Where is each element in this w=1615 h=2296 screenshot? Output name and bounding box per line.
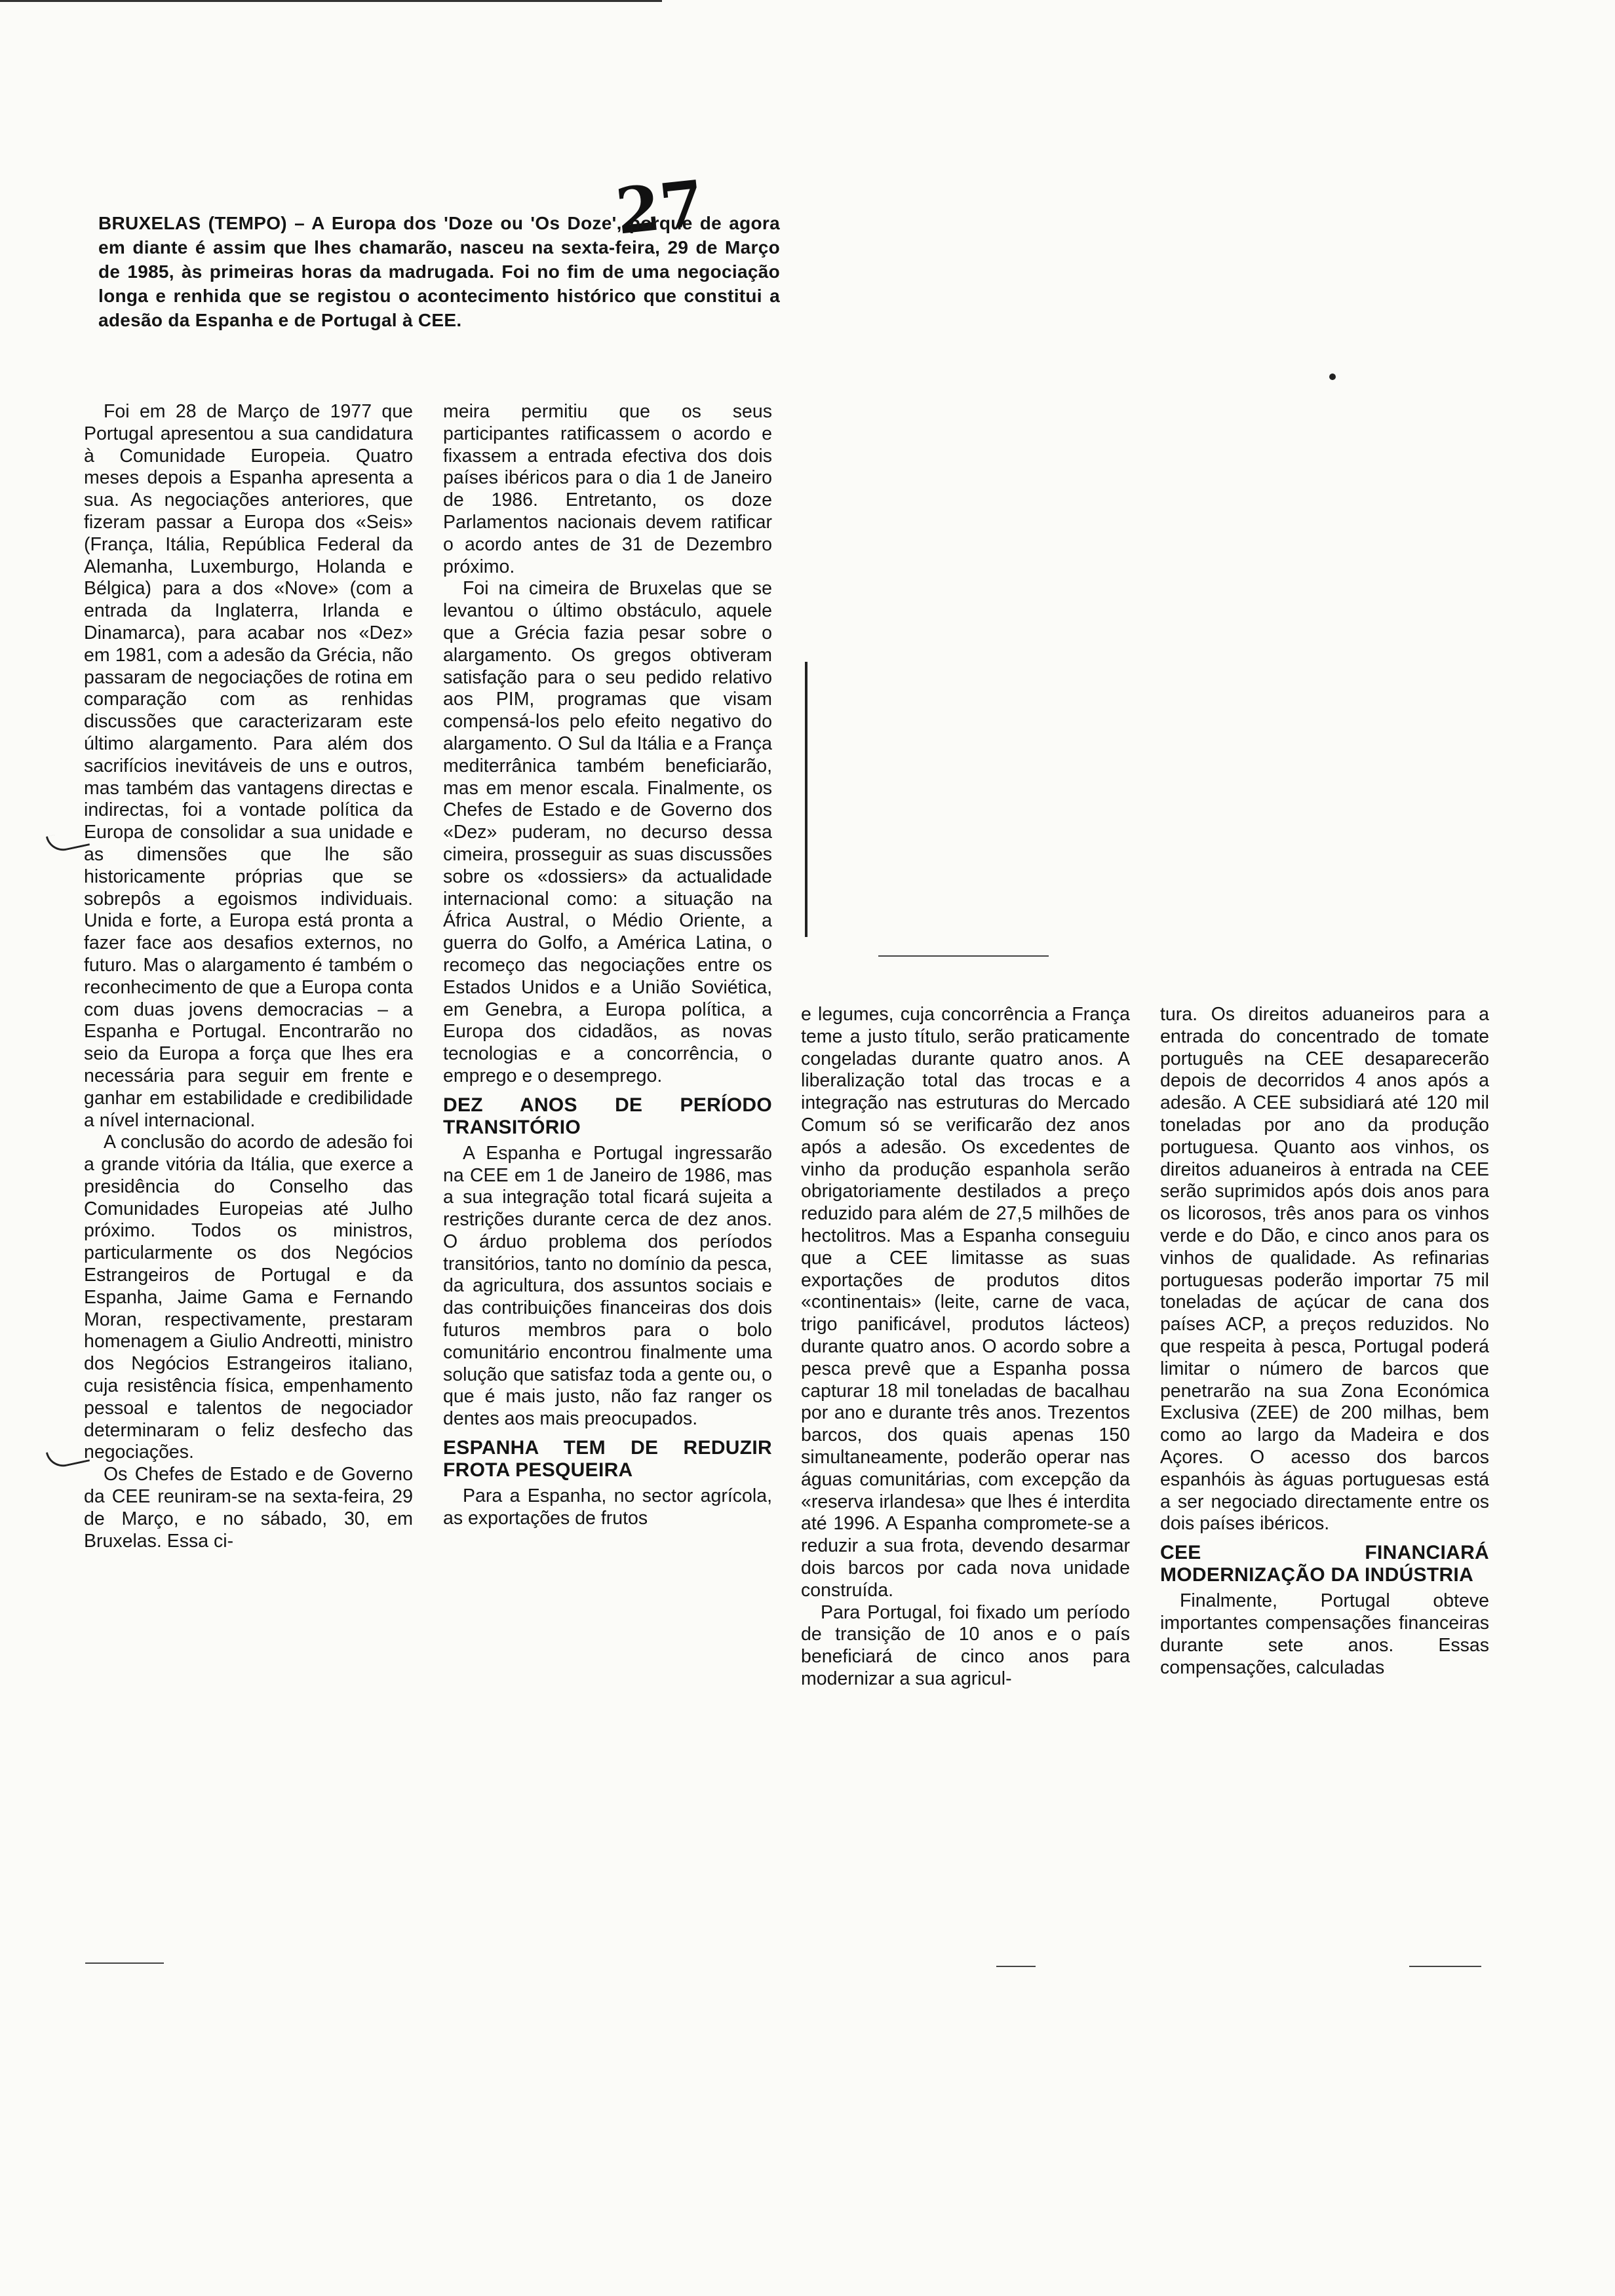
column-3-end-rule <box>996 1966 1036 1967</box>
column-4-end-rule <box>1409 1966 1481 1967</box>
margin-vertical-line <box>805 662 808 937</box>
column-1-paragraph-3: Os Chefes de Estado e de Governo da CEE reuniram-se na sexta-feira, 29 de Março, e no sábado, 30, em Bruxelas. Essa ci- <box>84 1464 413 1552</box>
subheading-espanha-frota: ESPANHA TEM DE REDUZIR FROTA PESQUEIRA <box>443 1437 772 1482</box>
column-4-paragraph-2: Finalmente, Portugal obteve importantes compensações financeiras durante sete anos. Essas compensações, calculadas <box>1160 1590 1489 1678</box>
column-2-paragraph-3: A Espanha e Portugal ingressarão na CEE em 1 de Janeiro de 1986, mas a sua integração total ficará sujeita a restrições durante cerca de dez anos. O árduo problema dos períodos transitórios, tanto no domínio da pesca, da agricultura, dos assuntos sociais e das contribuições financeiras dos dois futuros membros para o bolo comunitário encontrou finalmente uma solução que satisfaz toda a gente ou, o que é mais justo, não faz ranger os dentes aos mais preocupados. <box>443 1142 772 1430</box>
article-column-2 <box>443 401 772 1530</box>
column-1-paragraph-2: A conclusão do acordo de adesão foi a grande vitória da Itália, que exerce a presidência do Conselho das Comunidades Europeias até Julho próximo. Todos os ministros, particularmente os dos Negócios Estrangeiros de Portugal e da Espanha, Jaime Gama e Fernando Moran, respectivamente, prestaram homenagem a Giulio Andreotti, ministro dos Negócios Estrangeiros italiano, cuja resistência física, empenhamento pessoal e talentos de negociador determinaram o feliz desfecho das negociações. <box>84 1132 413 1463</box>
page-top-rule <box>0 0 662 2</box>
article-column-4 <box>1160 1004 1489 1679</box>
subheading-dez-anos: DEZ ANOS DE PERÍODO TRANSITÓRIO <box>443 1094 772 1138</box>
column-3-paragraph-2: Para Portugal, foi fixado um período de transição de 10 anos e o país beneficiará de cinco anos para modernizar a sua agricul- <box>801 1601 1130 1689</box>
column-1-paragraph-1: Foi em 28 de Março de 1977 que Portugal apresentou a sua candidatura à Comunidade Europeia. Quatro meses depois a Espanha apresenta a sua. As negociações anteriores, que fizeram passar a Europa dos «Seis» (França, Itália, República Federal da Alemanha, Luxemburgo, Holanda e Bélgica) para a dos «Nove» (com a entrada da Inglaterra, Irlanda e Dinamarca), para acabar nos «Dez» em 1981, com a adesão da Grécia, não passaram de negociações de rotina em comparação com as renhidas discussões que caracterizaram este último alargamento. Para além dos sacrifícios inevitáveis de uns e outros, mas também das vantagens directas e indirectas, foi a vontade política da Europa de consolidar a sua unidade e as dimensões que lhe são historicamente próprias que se sobrepôs a egoismos individuais. Unida e forte, a Europa está pronta a fazer face aos desafios externos, no futuro. Mas o alargamento é também o reconhecimento de que a Europa conta com duas jovens democracias – a Espanha e Portugal. Encontrarão no seio da Europa a força que lhes era necessária para seguir em frente e ganhar em estabilidade e credibilidade a nível internacional. <box>84 401 413 1131</box>
column-2-paragraph-4: Para a Espanha, no sector agrícola, as exportações de frutos <box>443 1485 772 1529</box>
column-3-top-rule <box>878 955 1049 957</box>
column-2-paragraph-1: meira permitiu que os seus participantes ratificassem o acordo e fixassem a entrada efectiva dos dois países ibéricos para o dia 1 de Janeiro de 1986. Entretanto, os doze Parlamentos nacionais devem ratificar o acordo antes de 31 de Dezembro próximo. <box>443 401 772 577</box>
column-4-paragraph-1: tura. Os direitos aduaneiros para a entrada do concentrado de tomate português na CEE desaparecerão depois de decorridos 4 anos após a adesão. A CEE subsidiará até 120 mil toneladas por ano da produção portuguesa. Quanto aos vinhos, os direitos aduaneiros à entrada na CEE serão suprimidos após dois anos para os licorosos, três anos para os vinhos verde e do Dão, e cinco anos para os vinhos de qualidade. As refinarias portuguesas poderão importar 75 mil toneladas de açúcar de cana dos países ACP, a preços reduzidos. No que respeita à pesca, Portugal poderá limitar o número de barcos que penetrarão na sua Zona Económica Exclusiva (ZEE) de 200 milhas, bem como ao largo da Madeira e dos Açores. O acesso dos barcos espanhóis às águas portuguesas está a ser negociado directamente entre os dois países ibéricos. <box>1160 1004 1489 1535</box>
column-2-paragraph-2: Foi na cimeira de Bruxelas que se levantou o último obstáculo, aquele que a Grécia fazia pesar sobre o alargamento. Os gregos obtiveram satisfação para o seu pedido relativo aos PIM, programas que visam compensá-los pelo efeito negativo do alargamento. O Sul da Itália e a França mediterrânica também beneficiarão, mas em menor escala. Finalmente, os Chefes de Estado e de Governo dos «Dez» puderam, no decurso dessa cimeira, prosseguir as suas discussões sobre os «dossiers» da actualidade internacional como: a situação na África Austral, o Médio Oriente, a guerra do Golfo, a América Latina, o recomeço das negociações entre os Estados Unidos e a União Soviética, em Genebra, a Europa política, a Europa dos cidadãos, as novas tecnologias e a concorrência, o emprego e o desemprego. <box>443 578 772 1086</box>
article-column-1 <box>84 401 413 1552</box>
column-3-paragraph-1: e legumes, cuja concorrência a França teme a justo título, serão praticamente congeladas durante quatro anos. A liberalização total das trocas e a integração nas estruturas do Mercado Comum só se verificarão dez anos após a adesão. Os excedentes de vinho da produção espanhola serão obrigatoriamente destilados a preço reduzido para além de 27,5 milhões de hectolitros. Mas a Espanha conseguiu que a CEE limitasse as suas exportações de produtos ditos «continentais» (leite, carne de vaca, trigo panificável, produtos lácteos) durante quatro anos. O acordo sobre a pesca prevê que a Espanha possa capturar 18 mil toneladas de bacalhau por ano e durante três anos. Trezentos barcos, dos quais apenas 150 simultaneamente, poderão operar nas águas comunitárias, com excepção da «reserva irlandesa» que lhes é interdita até 1996. A Espanha compromete-se a reduzir a sua frota, devendo desarmar dois barcos por cada nova unidade construída. <box>801 1004 1130 1601</box>
article-lead: BRUXELAS (TEMPO) – A Europa dos 'Doze ou 'Os Doze', porque de agora em diante é assim que lhes chamarão, nasceu na sexta-feira, 29 de Março de 1985, às primeiras horas da madrugada. Foi no fim de uma negociação longa e renhida que se registou o acontecimento histórico que constitui a adesão da Espanha e de Portugal à CEE. <box>98 213 780 330</box>
stray-dot <box>1329 373 1336 380</box>
subheading-cee-financiara: CEE FINANCIARÁ MODERNIZAÇÃO DA INDÚSTRIA <box>1160 1542 1489 1586</box>
handwritten-page-number: 27 <box>612 166 708 249</box>
column-1-end-rule <box>85 1962 164 1964</box>
article-column-3 <box>801 1004 1130 1691</box>
